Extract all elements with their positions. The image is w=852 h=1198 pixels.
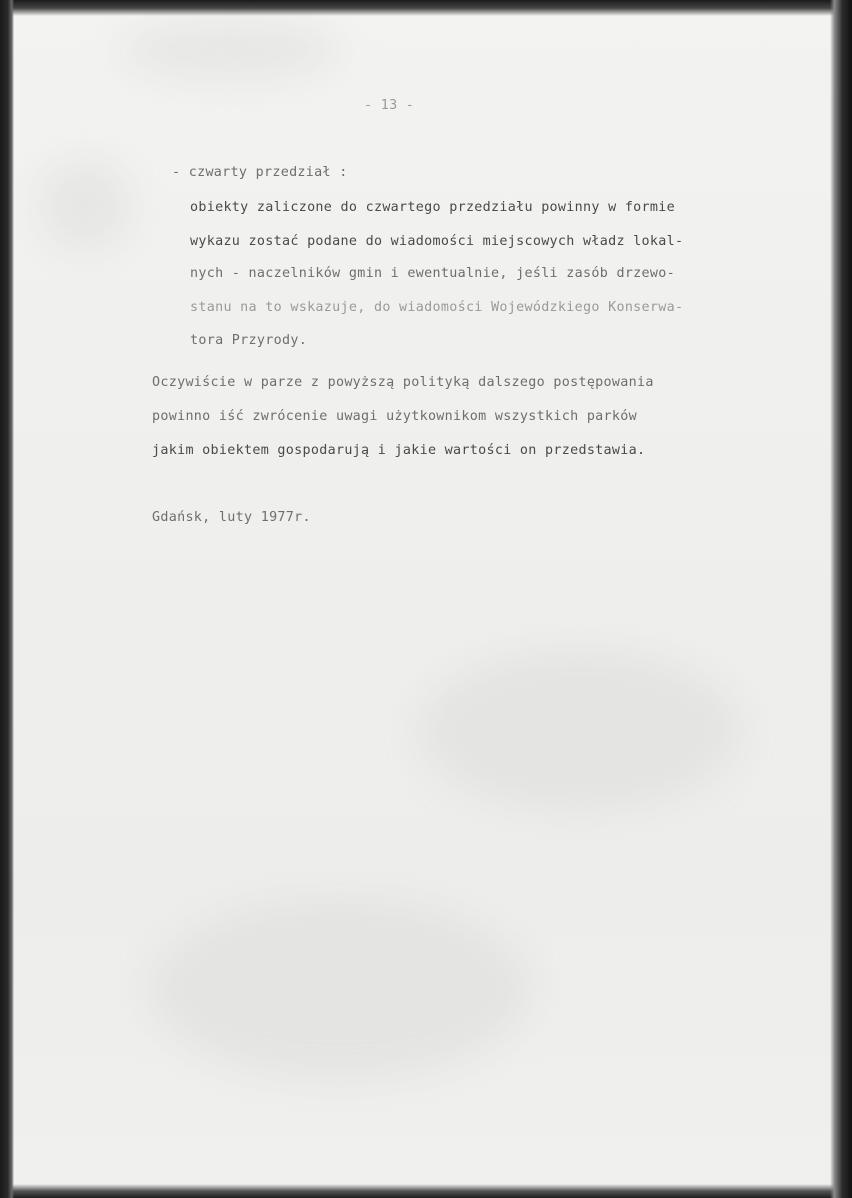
scan-border-top xyxy=(0,0,852,16)
paragraph-line: tora Przyrody. xyxy=(190,333,308,348)
paragraph-line: obiekty zaliczone do czwartego przedziału powinny w formie xyxy=(190,200,675,215)
paragraph-line: stanu na to wskazuje, do wiadomości Wojewódzkiego Konserwa- xyxy=(190,300,684,315)
paragraph-line: Oczywiście w parze z powyższą polityką dalszego postępowania xyxy=(152,375,654,390)
section-heading: - czwarty przedział : xyxy=(172,165,348,180)
paragraph-line: powinno iść zwrócenie uwagi użytkownikom wszystkich parków xyxy=(152,409,637,424)
scan-border-right xyxy=(830,0,852,1198)
scan-smudge xyxy=(120,20,340,80)
scan-smudge xyxy=(150,900,530,1080)
scan-border-bottom xyxy=(0,1184,852,1198)
paragraph-line: jakim obiektem gospodarują i jakie wartości on przedstawia. xyxy=(152,443,646,458)
scan-smudge xyxy=(420,650,740,810)
page-number: - 13 - xyxy=(364,98,415,113)
scan-smudge xyxy=(40,160,130,250)
signature-line: Gdańsk, luty 1977r. xyxy=(152,510,311,525)
scan-border-left xyxy=(0,0,14,1198)
paragraph-line: nych - naczelników gmin i ewentualnie, jeśli zasób drzewo- xyxy=(190,266,675,281)
paragraph-line: wykazu zostać podane do wiadomości miejscowych władz lokal- xyxy=(190,234,684,249)
